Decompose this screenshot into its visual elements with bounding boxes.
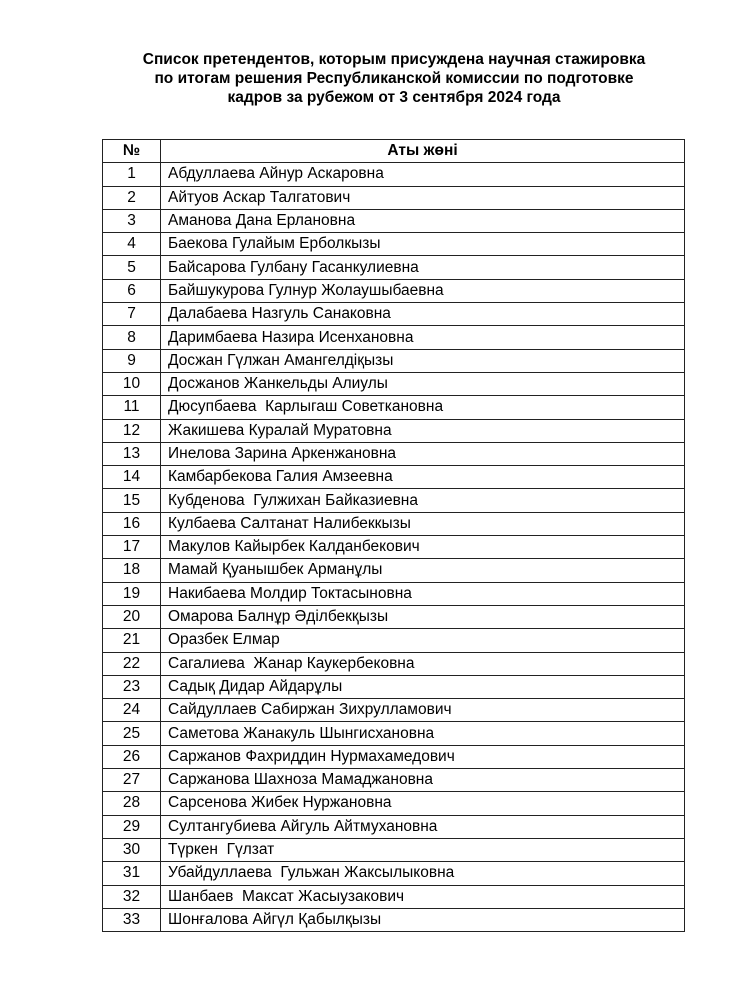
table-row: [103, 792, 685, 815]
candidate-name: Инелова Зарина Аркенжановна: [161, 442, 685, 465]
candidate-name: Байшукурова Гулнур Жолаушыбаевна: [161, 279, 685, 302]
row-number: 13: [103, 442, 161, 465]
row-number: 16: [103, 512, 161, 535]
table-row: [103, 629, 685, 652]
document-title: [100, 50, 688, 107]
row-number: 5: [103, 256, 161, 279]
candidate-name: Далабаева Назгуль Санаковна: [161, 303, 685, 326]
row-number: 9: [103, 349, 161, 372]
candidate-name: Саржанов Фахриддин Нурмахамедович: [161, 745, 685, 768]
row-number: 19: [103, 582, 161, 605]
row-number: 28: [103, 792, 161, 815]
column-header-name: Аты жөні: [161, 140, 685, 163]
table-row: [103, 605, 685, 628]
row-number: 8: [103, 326, 161, 349]
candidate-name: Кубденова Гулжихан Байказиевна: [161, 489, 685, 512]
candidate-name: Кулбаева Салтанат Налибеккызы: [161, 512, 685, 535]
row-number: 6: [103, 279, 161, 302]
row-number: 3: [103, 209, 161, 232]
column-header-number: №: [103, 140, 161, 163]
table-row: [103, 885, 685, 908]
row-number: 22: [103, 652, 161, 675]
candidate-name: Даримбаева Назира Исенхановна: [161, 326, 685, 349]
table-row: [103, 233, 685, 256]
row-number: 20: [103, 605, 161, 628]
table-row: [103, 489, 685, 512]
candidate-name: Шанбаев Максат Жасыузакович: [161, 885, 685, 908]
candidate-name: Досжан Гүлжан Амангелдіқызы: [161, 349, 685, 372]
candidate-name: Мамай Қуанышбек Арманұлы: [161, 559, 685, 582]
candidate-name: Абдуллаева Айнур Аскаровна: [161, 163, 685, 186]
candidate-name: Досжанов Жанкельды Алиулы: [161, 372, 685, 395]
row-number: 4: [103, 233, 161, 256]
table-row: [103, 256, 685, 279]
table-row: [103, 862, 685, 885]
table-row: [103, 419, 685, 442]
row-number: 26: [103, 745, 161, 768]
table-row: [103, 769, 685, 792]
table-row: [103, 279, 685, 302]
row-number: 15: [103, 489, 161, 512]
table-row: [103, 442, 685, 465]
candidate-name: Баекова Гулайым Ерболкызы: [161, 233, 685, 256]
row-number: 27: [103, 769, 161, 792]
title-line-2: по итогам решения Республиканской комиссии по подготовке: [154, 70, 634, 87]
title-line-3: кадров за рубежом от 3 сентября 2024 года: [227, 89, 561, 106]
table-row: [103, 303, 685, 326]
row-number: 25: [103, 722, 161, 745]
candidate-name: Сайдуллаев Сабиржан Зихрулламович: [161, 699, 685, 722]
table-row: [103, 815, 685, 838]
candidate-name: Султангубиева Айгуль Айтмухановна: [161, 815, 685, 838]
table-row: [103, 396, 685, 419]
table-row: [103, 209, 685, 232]
candidate-name: Саржанова Шахноза Мамаджановна: [161, 769, 685, 792]
candidate-name: Сагалиева Жанар Каукербековна: [161, 652, 685, 675]
candidate-name: Дюсупбаева Карлыгаш Советкановна: [161, 396, 685, 419]
table-row: [103, 559, 685, 582]
row-number: 21: [103, 629, 161, 652]
candidate-name: Садық Дидар Айдарұлы: [161, 675, 685, 698]
table-row: [103, 536, 685, 559]
row-number: 7: [103, 303, 161, 326]
table-row: [103, 908, 685, 931]
candidate-name: Саметова Жанакуль Шынгисхановна: [161, 722, 685, 745]
row-number: 29: [103, 815, 161, 838]
candidate-name: Сарсенова Жибек Нуржановна: [161, 792, 685, 815]
table-row: [103, 186, 685, 209]
candidate-name: Омарова Балнұр Әділбекқызы: [161, 605, 685, 628]
candidate-name: Айтуов Аскар Талгатович: [161, 186, 685, 209]
candidate-name: Жакишева Куралай Муратовна: [161, 419, 685, 442]
row-number: 32: [103, 885, 161, 908]
table-row: [103, 512, 685, 535]
row-number: 14: [103, 466, 161, 489]
table-row: [103, 838, 685, 861]
candidate-name: Аманова Дана Ерлановна: [161, 209, 685, 232]
table-row: [103, 722, 685, 745]
candidate-name: Макулов Кайырбек Калданбекович: [161, 536, 685, 559]
row-number: 10: [103, 372, 161, 395]
table-header-row: [103, 140, 685, 163]
row-number: 12: [103, 419, 161, 442]
row-number: 23: [103, 675, 161, 698]
row-number: 17: [103, 536, 161, 559]
table-row: [103, 466, 685, 489]
table-row: [103, 652, 685, 675]
table-row: [103, 326, 685, 349]
table-row: [103, 675, 685, 698]
table-body: [103, 163, 685, 932]
candidate-name: Шонғалова Айгүл Қабылқызы: [161, 908, 685, 931]
table-row: [103, 349, 685, 372]
row-number: 31: [103, 862, 161, 885]
candidate-name: Оразбек Елмар: [161, 629, 685, 652]
title-line-1: Список претендентов, которым присуждена научная стажировка: [142, 51, 646, 68]
candidate-name: Камбарбекова Галия Амзеевна: [161, 466, 685, 489]
row-number: 30: [103, 838, 161, 861]
candidate-name: Түркен Гүлзат: [161, 838, 685, 861]
table-row: [103, 745, 685, 768]
candidates-table: [102, 139, 685, 932]
row-number: 24: [103, 699, 161, 722]
table-row: [103, 582, 685, 605]
table-row: [103, 372, 685, 395]
table-row: [103, 163, 685, 186]
row-number: 33: [103, 908, 161, 931]
row-number: 2: [103, 186, 161, 209]
candidate-name: Байсарова Гулбану Гасанкулиевна: [161, 256, 685, 279]
candidate-name: Убайдуллаева Гульжан Жаксылыковна: [161, 862, 685, 885]
row-number: 1: [103, 163, 161, 186]
table-row: [103, 699, 685, 722]
candidate-name: Накибаева Молдир Токтасыновна: [161, 582, 685, 605]
row-number: 11: [103, 396, 161, 419]
row-number: 18: [103, 559, 161, 582]
